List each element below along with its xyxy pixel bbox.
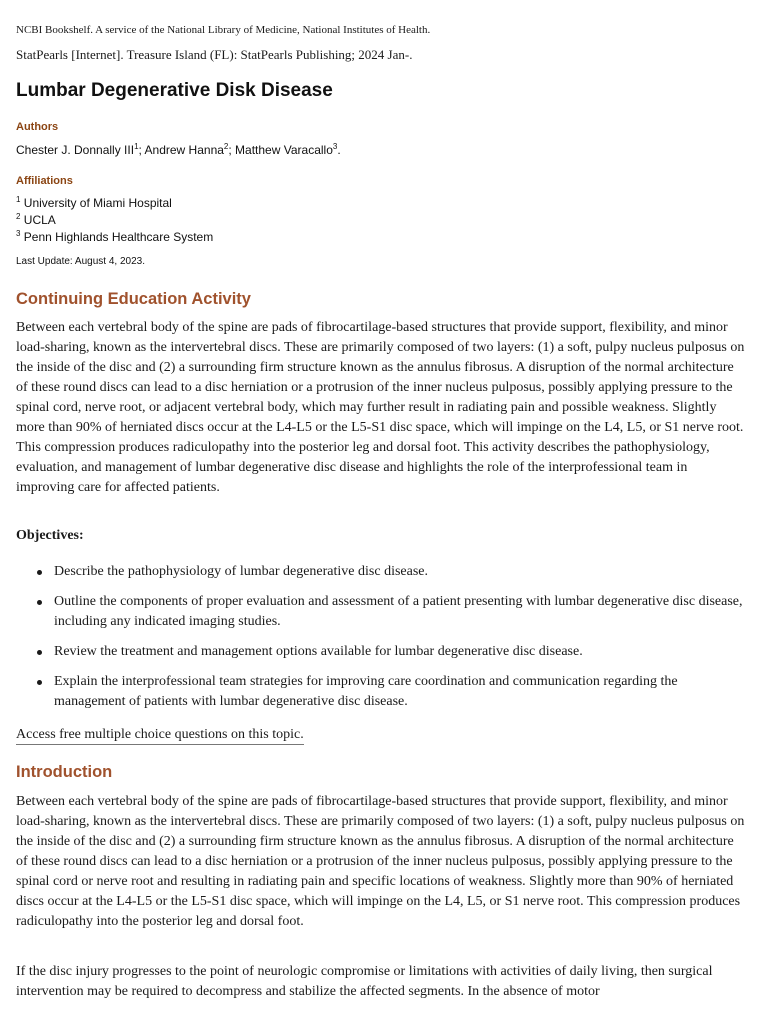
objective-text: Describe the pathophysiology of lumbar degenerative disc disease. xyxy=(54,564,428,579)
section-heading-continuing-education: Continuing Education Activity xyxy=(16,290,251,308)
affiliation-name: University of Miami Hospital xyxy=(23,196,172,210)
affiliation-number: 1 xyxy=(16,195,21,204)
affiliation-number: 3 xyxy=(16,229,21,238)
affiliations-heading: Affiliations xyxy=(16,175,73,187)
page-title: Lumbar Degenerative Disk Disease xyxy=(16,80,333,101)
affiliation-item xyxy=(16,213,56,227)
objective-text: Explain the interprofessional team strategies for improving care coordination and communication regarding the management of patients with lumbar degenerative disc disease. xyxy=(54,674,678,709)
last-update: Last Update: August 4, 2023. xyxy=(16,256,145,267)
author-separator: ; xyxy=(228,143,236,157)
objectives-list xyxy=(16,562,746,722)
author-separator: ; xyxy=(138,143,145,157)
section-heading-introduction: Introduction xyxy=(16,763,113,781)
author-affiliation-ref[interactable]: 3 xyxy=(332,142,338,151)
author-affiliation-ref[interactable]: 1 xyxy=(134,142,139,151)
affiliation-name: Penn Highlands Healthcare System xyxy=(23,230,214,244)
author-separator: . xyxy=(337,143,341,157)
objective-text: Outline the components of proper evaluation and assessment of a patient presenting with lumbar degenerative disc disease, including any indicated imaging studies. xyxy=(54,594,743,629)
citation-line: StatPearls [Internet]. Treasure Island (FL): StatPearls Publishing; 2024 Jan-. xyxy=(16,47,413,62)
continuing-education-paragraph: Between each vertebral body of the spine are pads of fibrocartilage-based structures that provide support, flexibility, and minor load-sharing, known as the intervertebral discs. These are primarily composed of two layers: (1) a soft, pulpy nucleus pulposus on the inside of the disc and (2) a surrounding firm structure known as the annulus fibrosus. A disruption of the normal architecture of these round discs can lead to a disc herniation or a protrusion of the inner nucleus pulposus, possibly applying pressure to the spinal cord, nerve root, or adjacent vertebral body, which may further result in radiating pain and possible weakness. Slightly more than 90% of herniated discs occur at the L4-L5 or the L5-S1 disc space, which will impinge on the L4, L5, or S1 nerve root. This compression produces radiculopathy into the posterior leg and dorsal foot. This activity describes the pathophysiology, evaluation, and management of lumbar degenerative disc disease and highlights the role of the interprofessional team in improving care for affected patients. xyxy=(16,320,745,495)
list-item xyxy=(16,562,746,582)
bullet-icon xyxy=(37,600,42,605)
author-name[interactable]: Andrew Hanna xyxy=(144,143,224,157)
affiliation-number: 2 xyxy=(16,212,21,221)
author-name[interactable]: Chester J. Donnally III xyxy=(16,143,135,157)
affiliation-item xyxy=(16,230,213,244)
affiliation-item xyxy=(16,196,172,210)
author-name[interactable]: Matthew Varacallo xyxy=(235,143,333,157)
authors-line xyxy=(16,143,341,157)
mcq-link[interactable]: Access free multiple choice questions on this topic. xyxy=(16,726,304,745)
list-item xyxy=(16,672,746,712)
bookshelf-header: NCBI Bookshelf. A service of the National Library of Medicine, National Institutes of Health. xyxy=(16,24,431,36)
bullet-icon xyxy=(37,650,42,655)
introduction-paragraph: If the disc injury progresses to the point of neurologic compromise or limitations with activities of daily living, then surgical intervention may be required to decompress and stabilize the affected segments. In the absence of motor xyxy=(16,964,713,999)
introduction-paragraph: Between each vertebral body of the spine are pads of fibrocartilage-based structures that provide support, flexibility, and minor load-sharing, known as the intervertebral discs. These are primarily composed of two layers: (1) a soft, pulpy nucleus pulposus on the inside of the disc and (2) a surrounding firm structure known as the annulus fibrosus. A disruption of the normal architecture of these round discs can lead to a disc herniation or a protrusion of the inner nucleus pulposus, possibly applying pressure to the spinal cord or nerve root and resulting in radiating pain and specific locations of weakness. Slightly more than 90% of herniated discs occur at the L4-L5 or the L5-S1 disc space, which will impinge on the L4, L5, or S1 nerve root. This compression produces radiculopathy into the posterior leg and dorsal foot. xyxy=(16,794,745,929)
author-affiliation-ref[interactable]: 2 xyxy=(223,142,229,151)
bullet-icon xyxy=(37,680,42,685)
list-item xyxy=(16,642,746,662)
bullet-icon xyxy=(37,570,42,575)
list-item xyxy=(16,592,746,632)
authors-heading: Authors xyxy=(16,121,59,133)
objective-text: Review the treatment and management options available for lumbar degenerative disc disease. xyxy=(54,644,583,659)
affiliation-name: UCLA xyxy=(23,213,56,227)
objectives-label: Objectives: xyxy=(16,528,84,543)
